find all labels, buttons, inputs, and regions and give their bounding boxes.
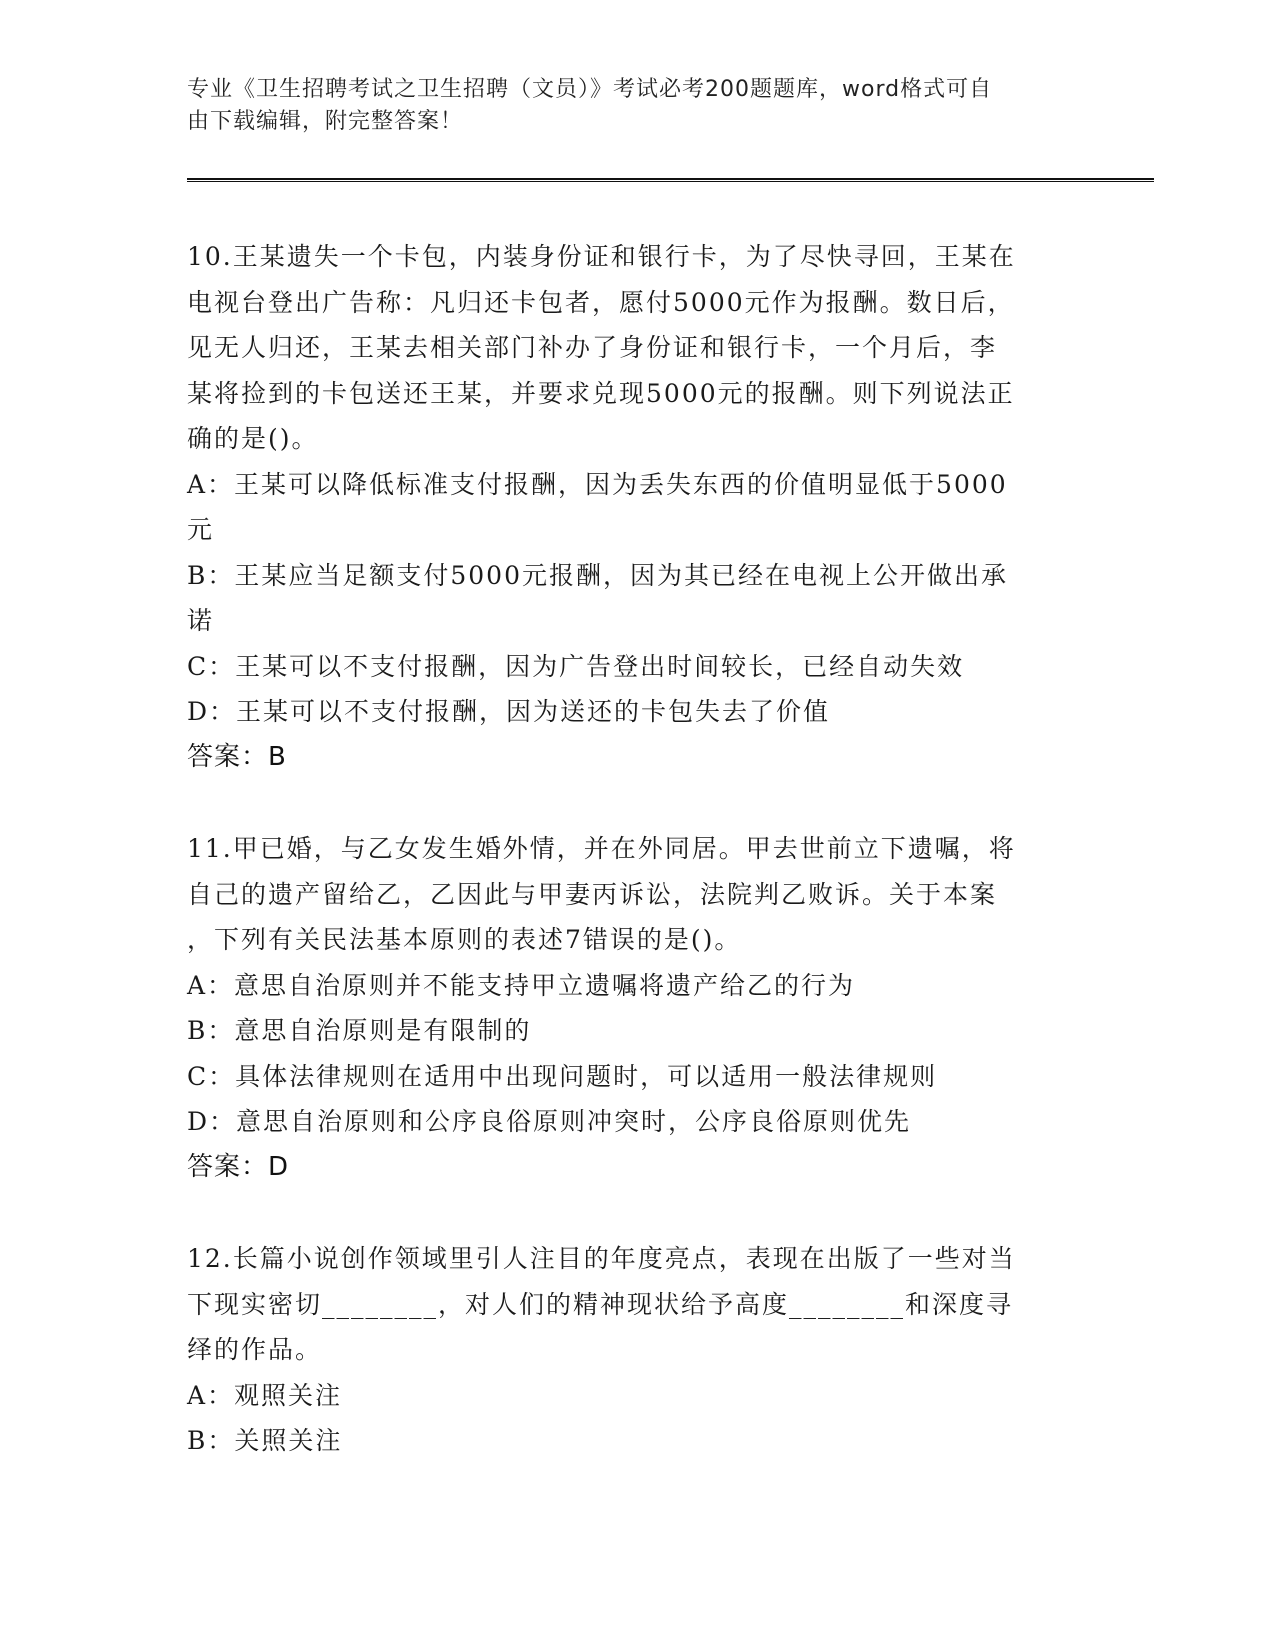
option-c: C：具体法律规则在适用中出现问题时，可以适用一般法律规则 (187, 1061, 938, 1091)
question-stem-line: 见无人归还，王某去相关部门补办了身份证和银行卡，一个月后，李 (187, 333, 998, 362)
question-11 (187, 826, 1087, 1190)
option-a: A：王某可以降低标准支付报酬，因为丢失东西的价值明显低于5000 (187, 469, 1008, 499)
option-a-continued: 元 (187, 515, 215, 544)
option-b: B：王某应当足额支付5000元报酬，因为其已经在电视上公开做出承 (187, 560, 1008, 590)
question-stem-line: 电视台登出广告称：凡归还卡包者，愿付5000元作为报酬。数日后， (187, 287, 1015, 317)
question-stem-line: 11.甲已婚，与乙女发生婚外情，并在外同居。甲去世前立下遗嘱，将 (187, 834, 1016, 863)
question-stem-line: 12.长篇小说创作领域里引人注目的年度亮点，表现在出版了一些对当 (187, 1244, 1016, 1273)
question-stem-line: 某将捡到的卡包送还王某，并要求兑现5000元的报酬。则下列说法正 (187, 378, 1015, 408)
question-stem-line: 自己的遗产留给乙，乙因此与甲妻丙诉讼，法院判乙败诉。关于本案 (187, 879, 998, 909)
answer-label: 答案：B (187, 741, 287, 772)
option-b: B：意思自治原则是有限制的 (187, 1016, 532, 1045)
document-header (187, 74, 1067, 138)
question-10 (187, 234, 1087, 780)
option-c: C：王某可以不支付报酬，因为广告登出时间较长，已经自动失效 (187, 651, 965, 681)
question-stem-line: 10.王某遗失一个卡包，内装身份证和银行卡，为了尽快寻回，王某在 (187, 242, 1016, 271)
answer-label: 答案：D (187, 1151, 290, 1182)
question-stem-line: ，下列有关民法基本原则的表述7错误的是()。 (187, 925, 742, 954)
header-divider (187, 178, 1154, 182)
option-d: D：意思自治原则和公序良俗原则冲突时，公序良俗原则优先 (187, 1107, 912, 1136)
option-b: B：关照关注 (187, 1426, 343, 1455)
question-stem-line: 绎的作品。 (187, 1335, 323, 1364)
option-a: A：意思自治原则并不能支持甲立遗嘱将遗产给乙的行为 (187, 970, 856, 1000)
question-stem-line: 下现实密切________，对人们的精神现状给予高度________和深度寻 (187, 1289, 1014, 1319)
header-line-1: 专业《卫生招聘考试之卫生招聘（文员）》考试必考200题题库，word格式可自 (187, 77, 993, 102)
question-list (187, 234, 1087, 1510)
question-12 (187, 1236, 1087, 1464)
option-b-continued: 诺 (187, 606, 215, 635)
option-d: D：王某可以不支付报酬，因为送还的卡包失去了价值 (187, 697, 831, 726)
header-line-2: 由下载编辑，附完整答案！ (187, 109, 464, 134)
question-stem-line: 确的是()。 (187, 424, 319, 453)
option-a: A：观照关注 (187, 1380, 343, 1410)
